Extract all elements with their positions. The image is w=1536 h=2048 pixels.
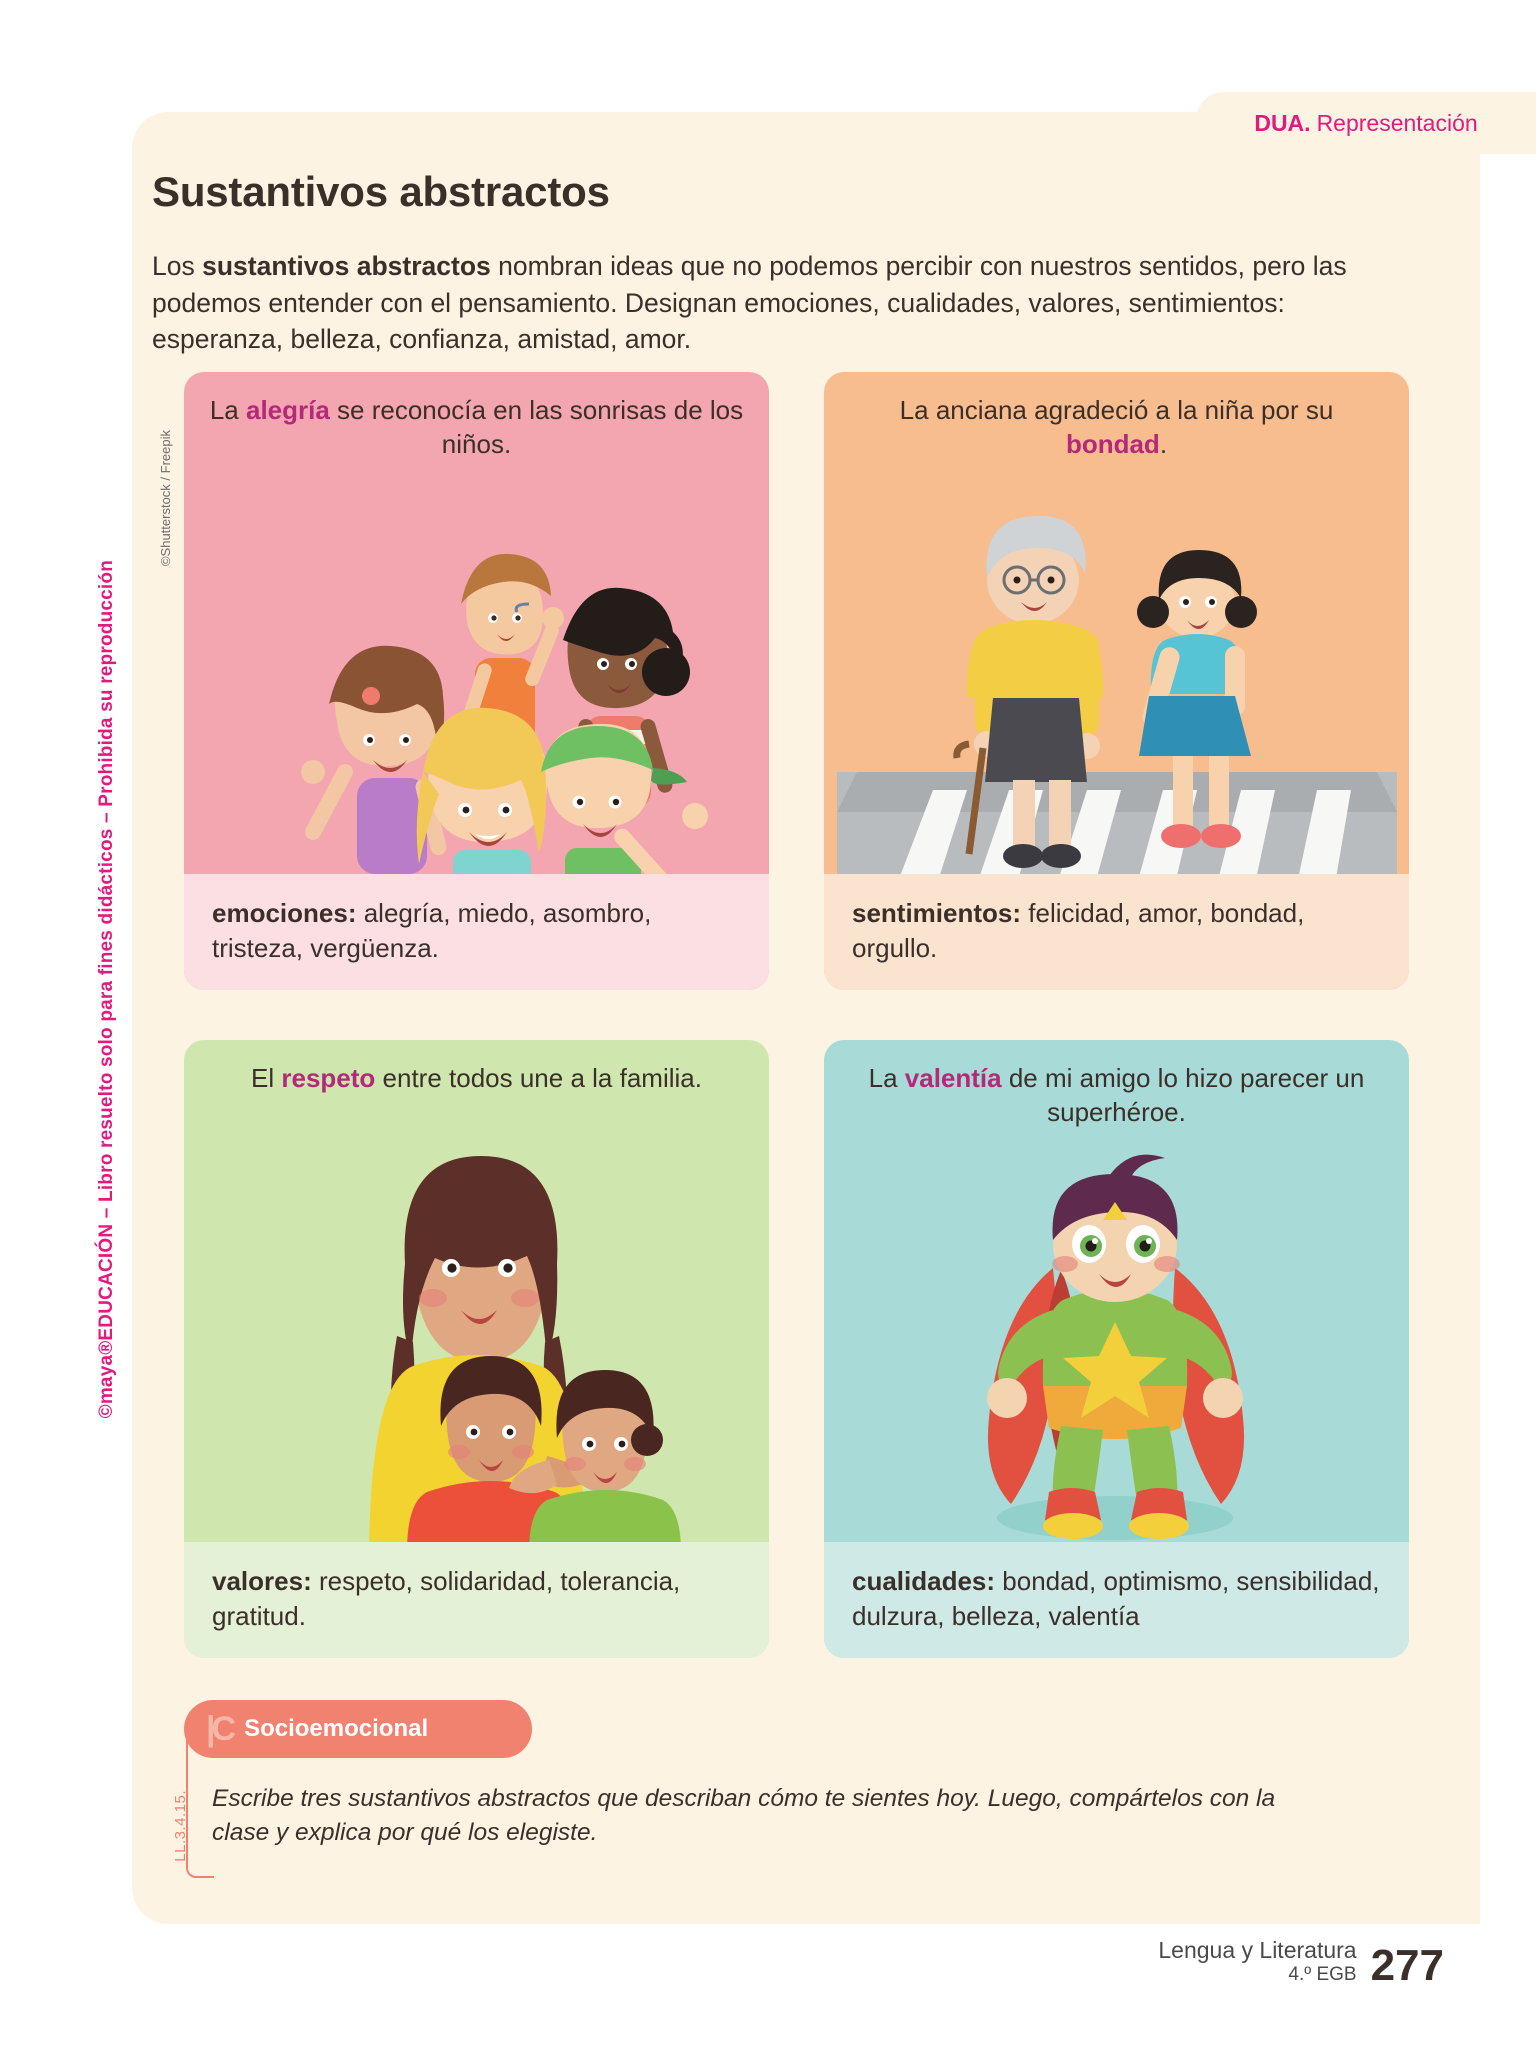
ic-icon: |C [206, 1709, 233, 1748]
sentence-post: de mi amigo lo hizo parecer un superhéroe. [1001, 1063, 1365, 1127]
card-sentence [846, 1062, 1387, 1130]
card-footer [824, 1542, 1409, 1658]
dua-label-rest: Representación [1316, 109, 1478, 136]
card-footer [184, 1542, 769, 1658]
intro-paragraph [152, 248, 1402, 358]
sentence-keyword: respeto [281, 1063, 376, 1093]
socioemocional-badge [184, 1700, 532, 1758]
footer-subject: Lengua y Literatura [1158, 1937, 1357, 1963]
sentence-post: entre todos une a la familia. [375, 1063, 702, 1093]
copyright-sidebar: ©maya®EDUCACIÓN – Libro resuelto solo para fines didácticos – Prohibida su reproducción [96, 560, 117, 1419]
sentence-keyword: valentía [904, 1063, 1002, 1093]
intro-part2: nombran ideas que no podemos percibir con nuestros sentidos, pero las podemos entender con el pensamiento. Designan emociones, cualidades, valores, sentimientos: esperanza, belleza, confianza, amistad, amor. [152, 251, 1347, 355]
footer-label: emociones: [212, 897, 357, 928]
sentence-pre: La [209, 395, 246, 425]
dua-label-strong: DUA. [1254, 109, 1311, 136]
footer-list: bondad, optimismo, sensibilidad, dulzura, belleza, valentía [852, 1565, 1380, 1631]
card-sentence [206, 394, 747, 462]
card-footer [184, 874, 769, 990]
sentence-post: . [1159, 428, 1168, 459]
page-footer [1158, 1937, 1444, 1991]
page-number: 277 [1370, 1941, 1444, 1991]
illustration-children-group [184, 472, 769, 884]
footer-grade: 4.º EGB [1288, 1964, 1357, 1985]
illustration-family-hug [184, 1140, 769, 1552]
illustration-superhero-boy [824, 1140, 1409, 1552]
photo-credit: ©Shutterstock / Freepik [158, 430, 173, 567]
card-cualidades [824, 1040, 1409, 1658]
intro-bold: sustantivos abstractos [202, 251, 491, 281]
destreza-code: LL.3.4.15. [172, 1790, 189, 1862]
dua-badge [1196, 92, 1536, 154]
socioemocional-task: Escribe tres sustantivos abstractos que describan cómo te sientes hoy. Luego, compártelos con la clase y explica por qué los elegiste. [212, 1785, 1276, 1846]
card-valores [184, 1040, 769, 1658]
sentence-post: se reconocía en las sonrisas de los niños. [329, 395, 744, 459]
card-sentence [206, 1062, 747, 1096]
sentence-keyword: alegría [245, 395, 330, 425]
footer-label: cualidades: [852, 1565, 996, 1596]
footer-list: alegría, miedo, asombro, tristeza, vergüenza. [212, 897, 652, 963]
footer-list: felicidad, amor, bondad, orgullo. [852, 897, 1305, 963]
footer-label: valores: [212, 1565, 312, 1596]
footer-label: sentimientos: [852, 897, 1022, 928]
intro-part1: Los [152, 251, 203, 281]
sentence-pre: La anciana agradeció a la niña por su [899, 395, 1334, 425]
sentence-keyword: bondad [1065, 428, 1160, 459]
footer-list: respeto, solidaridad, tolerancia, gratitud. [212, 1565, 681, 1631]
socioemocional-label: Socioemocional [244, 1715, 429, 1742]
card-sentimientos [824, 372, 1409, 990]
card-sentence [846, 394, 1387, 462]
footer-subject-block [1158, 1937, 1356, 1986]
card-emociones [184, 372, 769, 990]
page-title: Sustantivos abstractos [152, 168, 610, 215]
card-footer [824, 874, 1409, 990]
illustration-elder-and-girl [824, 472, 1409, 884]
sentence-pre: La [868, 1063, 905, 1093]
sentence-pre: El [251, 1063, 282, 1093]
